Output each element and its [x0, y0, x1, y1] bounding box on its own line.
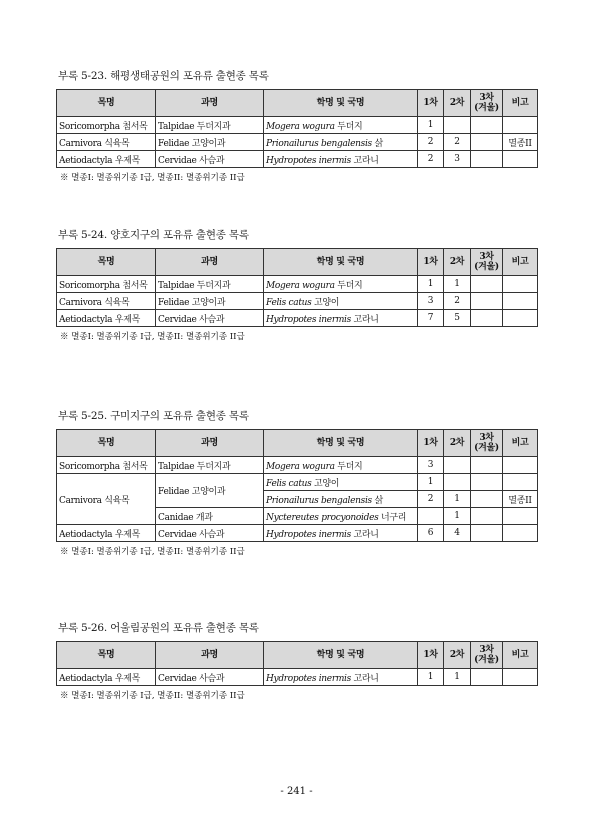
cell-round1: 2 [418, 151, 444, 168]
header-family: 과명 [156, 430, 264, 457]
cell-remark: 멸종II [503, 134, 538, 151]
table-row [57, 151, 538, 168]
table-section-5-23 [56, 68, 537, 183]
table-row [57, 457, 538, 474]
cell-round3 [471, 151, 503, 168]
header-remark: 비고 [503, 90, 538, 117]
cell-species: Mogera wogura 두더지 [264, 276, 418, 293]
cell-order: Soricomorpha 첨서목 [57, 276, 156, 293]
table-section-5-25 [56, 408, 537, 557]
header-round1: 1차 [418, 430, 444, 457]
header-family: 과명 [156, 642, 264, 669]
header-round2: 2차 [444, 642, 471, 669]
cell-remark [503, 508, 538, 525]
header-round1: 1차 [418, 90, 444, 117]
header-round3: 3차 (겨울) [471, 642, 503, 669]
cell-remark [503, 276, 538, 293]
cell-order: Carnivora 식육목 [57, 293, 156, 310]
header-order: 목명 [57, 90, 156, 117]
cell-species: Hydropotes inermis 고라니 [264, 310, 418, 327]
cell-round1: 7 [418, 310, 444, 327]
cell-species: Hydropotes inermis 고라니 [264, 525, 418, 542]
cell-round1: 6 [418, 525, 444, 542]
cell-species: Hydropotes inermis 고라니 [264, 151, 418, 168]
table-row [57, 276, 538, 293]
cell-round2: 2 [444, 134, 471, 151]
cell-round3 [471, 525, 503, 542]
cell-remark [503, 117, 538, 134]
header-order: 목명 [57, 430, 156, 457]
table-row [57, 525, 538, 542]
cell-family: Felidae 고양이과 [156, 293, 264, 310]
cell-order: Aetiodactyla 우제목 [57, 310, 156, 327]
cell-remark [503, 525, 538, 542]
cell-family: Cervidae 사슴과 [156, 151, 264, 168]
cell-round3 [471, 310, 503, 327]
header-species: 학명 및 국명 [264, 430, 418, 457]
cell-family: Talpidae 두더지과 [156, 276, 264, 293]
cell-round2 [444, 457, 471, 474]
header-species: 학명 및 국명 [264, 90, 418, 117]
cell-round3 [471, 276, 503, 293]
header-round3: 3차 (겨울) [471, 249, 503, 276]
table-row [57, 134, 538, 151]
cell-round2: 4 [444, 525, 471, 542]
cell-remark [503, 151, 538, 168]
cell-remark: 멸종II [503, 491, 538, 508]
cell-round1: 1 [418, 276, 444, 293]
cell-family: Cervidae 사슴과 [156, 310, 264, 327]
page-number: - 241 - [280, 786, 313, 797]
table-section-5-26 [56, 620, 537, 701]
header-remark: 비고 [503, 249, 538, 276]
header-row [57, 90, 538, 117]
header-species: 학명 및 국명 [264, 642, 418, 669]
header-family: 과명 [156, 249, 264, 276]
cell-order: Carnivora 식육목 [57, 474, 156, 525]
cell-remark [503, 474, 538, 491]
cell-round3 [471, 117, 503, 134]
header-round3: 3차 (겨울) [471, 90, 503, 117]
table-note: ※ 멸종I: 멸종위기종 I급, 멸종II: 멸종위기종 II급 [60, 332, 245, 342]
cell-family: Felidae 고양이과 [156, 134, 264, 151]
table-caption: 부록 5-26. 어울림공원의 포유류 출현종 목록 [58, 622, 259, 634]
table-caption: 부록 5-23. 해평생태공원의 포유류 출현종 목록 [58, 70, 269, 82]
cell-round2: 2 [444, 293, 471, 310]
cell-family: Cervidae 사슴과 [156, 669, 264, 686]
table-row [57, 669, 538, 686]
header-row [57, 249, 538, 276]
cell-round3 [471, 491, 503, 508]
header-row [57, 430, 538, 457]
header-remark: 비고 [503, 642, 538, 669]
cell-round3 [471, 474, 503, 491]
cell-round2: 1 [444, 491, 471, 508]
cell-order: Carnivora 식육목 [57, 134, 156, 151]
table-row [57, 474, 538, 491]
cell-round3 [471, 457, 503, 474]
cell-family: Cervidae 사슴과 [156, 525, 264, 542]
table-note: ※ 멸종I: 멸종위기종 I급, 멸종II: 멸종위기종 II급 [60, 691, 245, 701]
table-note: ※ 멸종I: 멸종위기종 I급, 멸종II: 멸종위기종 II급 [60, 173, 245, 183]
cell-round2: 1 [444, 508, 471, 525]
cell-round3 [471, 134, 503, 151]
species-table [56, 248, 538, 327]
header-round1: 1차 [418, 249, 444, 276]
cell-species: Hydropotes inermis 고라니 [264, 669, 418, 686]
cell-round2: 1 [444, 276, 471, 293]
cell-round1: 3 [418, 457, 444, 474]
cell-round2 [444, 474, 471, 491]
cell-round3 [471, 508, 503, 525]
cell-order: Aetiodactyla 우제목 [57, 669, 156, 686]
cell-family: Talpidae 두더지과 [156, 457, 264, 474]
cell-round2: 5 [444, 310, 471, 327]
header-row [57, 642, 538, 669]
cell-species: Felis catus 고양이 [264, 293, 418, 310]
cell-round2: 3 [444, 151, 471, 168]
cell-round3 [471, 669, 503, 686]
table-row [57, 117, 538, 134]
header-order: 목명 [57, 642, 156, 669]
header-round2: 2차 [444, 430, 471, 457]
table-section-5-24 [56, 227, 537, 342]
header-family: 과명 [156, 90, 264, 117]
cell-round1: 1 [418, 474, 444, 491]
header-order: 목명 [57, 249, 156, 276]
table-caption: 부록 5-25. 구미지구의 포유류 출현종 목록 [58, 410, 249, 422]
cell-order: Aetiodactyla 우제목 [57, 525, 156, 542]
cell-species: Prionailurus bengalensis 삵 [264, 134, 418, 151]
cell-order: Aetiodactyla 우제목 [57, 151, 156, 168]
table-caption: 부록 5-24. 양호지구의 포유류 출현종 목록 [58, 229, 249, 241]
header-round2: 2차 [444, 90, 471, 117]
header-round1: 1차 [418, 642, 444, 669]
header-remark: 비고 [503, 430, 538, 457]
species-table [56, 89, 538, 168]
cell-species: Mogera wogura 두더지 [264, 457, 418, 474]
cell-remark [503, 669, 538, 686]
cell-round1: 2 [418, 134, 444, 151]
cell-species: Nyctereutes procyonoides 너구리 [264, 508, 418, 525]
cell-round1: 3 [418, 293, 444, 310]
cell-remark [503, 293, 538, 310]
cell-remark [503, 310, 538, 327]
cell-species: Felis catus 고양이 [264, 474, 418, 491]
cell-round1 [418, 508, 444, 525]
cell-family: Felidae 고양이과 [156, 474, 264, 508]
cell-round1: 2 [418, 491, 444, 508]
cell-round1: 1 [418, 669, 444, 686]
cell-order: Soricomorpha 첨서목 [57, 117, 156, 134]
cell-order: Soricomorpha 첨서목 [57, 457, 156, 474]
header-round3: 3차 (겨울) [471, 430, 503, 457]
table-row [57, 293, 538, 310]
species-table [56, 641, 538, 686]
header-round2: 2차 [444, 249, 471, 276]
table-row [57, 310, 538, 327]
cell-family: Talpidae 두더지과 [156, 117, 264, 134]
cell-round2 [444, 117, 471, 134]
cell-round3 [471, 293, 503, 310]
species-table [56, 429, 538, 542]
cell-round2: 1 [444, 669, 471, 686]
cell-remark [503, 457, 538, 474]
header-species: 학명 및 국명 [264, 249, 418, 276]
cell-round1: 1 [418, 117, 444, 134]
table-note: ※ 멸종I: 멸종위기종 I급, 멸종II: 멸종위기종 II급 [60, 547, 245, 557]
cell-species: Mogera wogura 두더지 [264, 117, 418, 134]
cell-family: Canidae 개과 [156, 508, 264, 525]
cell-species: Prionailurus bengalensis 삵 [264, 491, 418, 508]
